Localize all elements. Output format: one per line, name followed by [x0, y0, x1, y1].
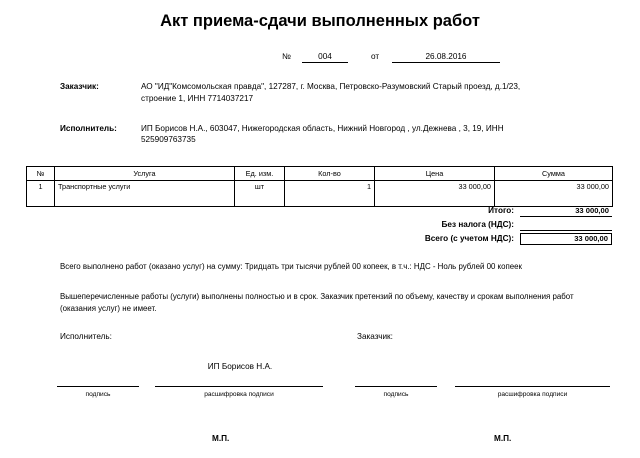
- cell-service: Транспортные услуги: [55, 181, 235, 207]
- customer-details-line1: АО "ИД"Комсомольская правда", 127287, г. Москва, Петровско-Разумовский Старый проезд, д.1/23,: [141, 82, 521, 91]
- table-row: [27, 181, 613, 207]
- header-service: Услуга: [55, 167, 235, 181]
- signature-customer-label: Заказчик:: [357, 332, 393, 341]
- no-tax-value: [520, 220, 612, 231]
- total-value: 33 000,00: [520, 206, 612, 217]
- header-qty: Кол-во: [285, 167, 375, 181]
- date-label: от: [371, 52, 380, 61]
- cell-unit: шт: [235, 181, 285, 207]
- contractor-decoding-line: [155, 386, 323, 387]
- services-table: [26, 166, 613, 207]
- cell-price: 33 000,00: [375, 181, 495, 207]
- customer-decoding-line: [455, 386, 610, 387]
- customer-label: Заказчик:: [60, 82, 99, 91]
- total-label: Итого:: [488, 206, 514, 215]
- customer-details-line2: строение 1, ИНН 7714037217: [141, 94, 254, 103]
- contractor-decoding-caption: расшифровка подписи: [204, 391, 274, 398]
- number-label: №: [282, 52, 291, 61]
- grand-total-label: Всего (с учетом НДС):: [424, 234, 514, 243]
- header-num: №: [27, 167, 55, 181]
- customer-signature-caption: подпись: [383, 391, 409, 398]
- cell-qty: 1: [285, 181, 375, 207]
- document-date: 26.08.2016: [425, 52, 467, 61]
- signature-contractor-label: Исполнитель:: [60, 332, 112, 341]
- table-header-row: [27, 167, 613, 181]
- cell-sum: 33 000,00: [495, 181, 613, 207]
- contractor-label: Исполнитель:: [60, 124, 117, 133]
- customer-decoding-caption: расшифровка подписи: [497, 391, 568, 398]
- header-unit: Ед. изм.: [235, 167, 285, 181]
- contractor-details-line2: 525909763735: [141, 135, 196, 144]
- seal-left: М.П.: [212, 434, 230, 443]
- seal-right: М.П.: [494, 434, 512, 443]
- no-tax-label: Без налога (НДС):: [441, 220, 514, 229]
- date-underline: [392, 62, 500, 63]
- contractor-signature-line: [57, 386, 139, 387]
- summary-text: Всего выполнено работ (оказано услуг) на сумму: Тридцать три тысячи рублей 00 копеек, в т.ч.: НДС - Ноль рублей 00 копеек: [60, 262, 522, 271]
- page-title: Акт приема-сдачи выполненных работ: [160, 12, 480, 30]
- header-sum: Сумма: [495, 167, 613, 181]
- contractor-signature-caption: подпись: [85, 391, 111, 398]
- customer-signature-line: [355, 386, 437, 387]
- contractor-details-line1: ИП Борисов Н.А., 603047, Нижегородская область, Нижний Новгород , ул.Дежнева , 3, 19, ИНН: [141, 124, 504, 133]
- grand-total-value: 33 000,00: [520, 233, 612, 245]
- document-number: 004: [318, 52, 332, 61]
- cell-num: 1: [27, 181, 55, 207]
- contractor-name: ИП Борисов Н.А.: [207, 362, 273, 371]
- number-underline: [302, 62, 348, 63]
- statement-text: Вышеперечисленные работы (услуги) выполнены полностью и в срок. Заказчик претензий по объему, качеству и срокам выполнения работ (оказания услуг) не имеет.: [60, 292, 574, 313]
- header-price: Цена: [375, 167, 495, 181]
